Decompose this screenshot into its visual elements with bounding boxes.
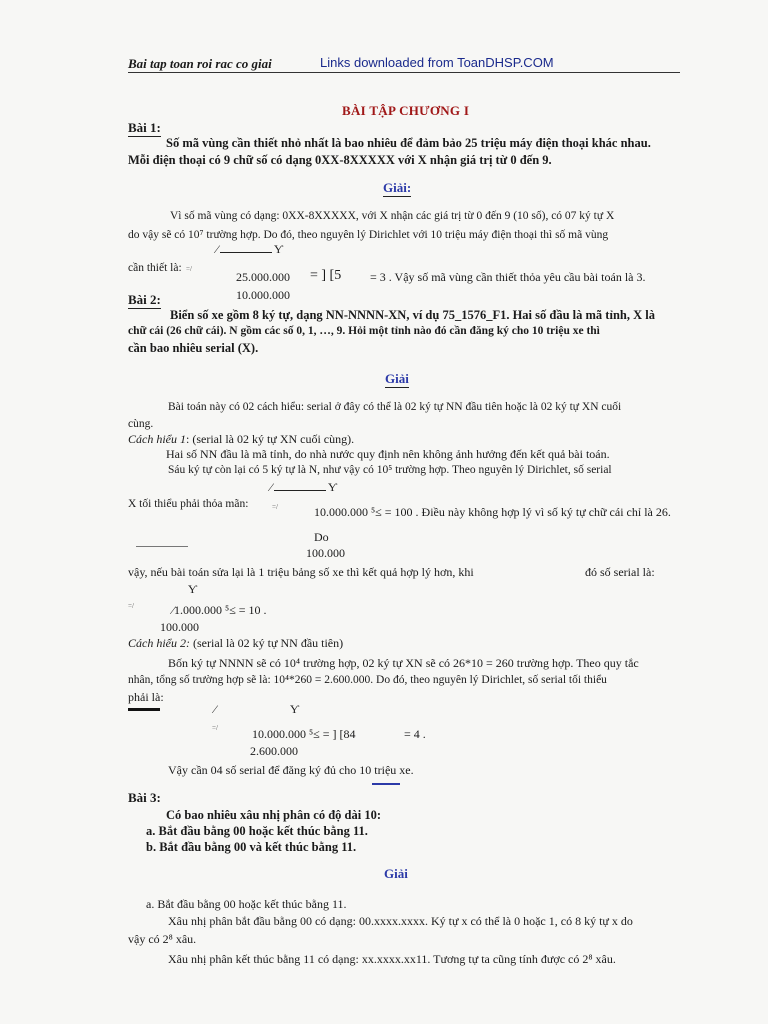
bai2-intro-1: Bài toán này có 02 cách hiểu: serial ở đây có thể là 02 ký tự NN đầu tiên hoặc là 02 ký tự XN cuối	[168, 401, 622, 413]
math-mark-4: =/	[212, 724, 218, 732]
math-mark-3: =/	[128, 602, 134, 610]
c2-den: 2.600.000	[250, 744, 298, 758]
bai1-sol-line-1: Vì số mã vùng có dạng: 0XX-8XXXXX, với X nhận các giá trị từ 0 đến 9 (10 số), có 07 ký tự X	[170, 210, 615, 222]
bai2-intro-2: cùng.	[128, 418, 154, 430]
bai3-label: Bài 3:	[128, 790, 161, 805]
bai3-question: Có bao nhiêu xâu nhị phân có độ dài 10:	[166, 808, 382, 822]
c1-math: 10.000.000 ⁵≤ = 100 . Điều này không hợp lý vì số ký tự chữ cái chỉ là 26.	[314, 505, 671, 519]
c2-math: 10.000.000 ⁵≤ = ] [84	[252, 727, 356, 741]
bai2-label: Bài 2:	[128, 292, 161, 307]
c2-math-r: = 4 .	[404, 727, 426, 741]
c1-rule	[136, 546, 188, 547]
bai3-question-a: a. Bắt đầu bằng 00 hoặc kết thúc bằng 11.	[146, 824, 368, 838]
page-title: BÀI TẬP CHƯƠNG I	[342, 103, 470, 118]
cach-hieu-1: Cách hiểu 1: (serial là 02 ký tự XN cuối cùng).	[128, 432, 355, 446]
c2-conclusion: Vậy cần 04 số serial để đăng ký đủ cho 10 triệu xe.	[168, 763, 414, 777]
bai3-giai-heading: Giải	[384, 866, 408, 881]
c1-math-2: ⁄1.000.000 ⁵≤ = 10 .	[172, 603, 267, 617]
cach-hieu-2: Cách hiểu 2: (serial là 02 ký tự NN đầu tiên)	[128, 636, 344, 650]
bai1-math-den: 10.000.000	[236, 288, 290, 302]
c2-ceiling-mark-r: Ƴ	[290, 702, 300, 716]
bai3-question-b: b. Bắt đầu bằng 00 và kết thúc bằng 11.	[146, 840, 357, 854]
c1-line-3: X tối thiểu phải thỏa mãn:	[128, 498, 249, 510]
bai1-sol-label: cần thiết là:	[128, 262, 182, 274]
c2-line-3: phải là:	[128, 690, 164, 704]
bai1-question-1: Số mã vùng cần thiết nhỏ nhất là bao nhiêu để đảm bảo 25 triệu máy điện thoại khác nhau.	[166, 136, 651, 150]
c1-line-1: Hai số NN đầu là mã tỉnh, do nhà nước quy định nên không ảnh hưởng đến kết quả bài toán.	[166, 447, 610, 461]
bai3-sol-a2: Xâu nhị phân kết thúc bằng 11 có dạng: xx.xxxx.xx11. Tương tự ta cũng tính được có 2⁸ xâu.	[168, 952, 616, 966]
bai2-question-1: Biển số xe gồm 8 ký tự, dạng NN-NNNN-XN, ví dụ 75_1576_F1. Hai số đầu là mã tỉnh, X là	[170, 308, 655, 322]
bai1-sol-result: = 3 . Vậy số mã vùng cần thiết thỏa yêu cầu bài toán là 3.	[370, 270, 646, 284]
c2-line-2: nhân, tổng số trường hợp sẽ là: 10⁴*260 = 2.600.000. Do đó, theo nguyên lý Dirichlet, số serial tối thiểu	[128, 674, 607, 686]
bai2-question-2: chữ cái (26 chữ cái). N gồm các số 0, 1, …, 9. Hỏi một tỉnh nào đó cần đăng ký cho 10 triệu xe thì	[128, 325, 600, 337]
header-divider	[128, 72, 680, 73]
bai3-sol-a1: Xâu nhị phân bắt đầu bằng 00 có dạng: 00.xxxx.xxxx. Ký tự x có thể là 0 hoặc 1, có 8 ký tự x do	[168, 914, 633, 928]
bai2-question-3: cần bao nhiêu serial (X).	[128, 341, 259, 355]
c1-do: Do	[314, 530, 329, 544]
c1-den: 100.000	[306, 546, 345, 560]
bai1-math-num: 25.000.000	[236, 270, 290, 284]
c1-line-2: Sáu ký tự còn lại có 5 ký tự là N, như vậy có 10⁵ trường hợp. Theo nguyên lý Dirichlet, số serial	[168, 464, 612, 476]
c1-ceiling-mark-2: Ƴ	[188, 582, 198, 596]
bai3-sol-a: a. Bắt đầu bằng 00 hoặc kết thúc bằng 11.	[146, 897, 347, 911]
c1-den-2: 100.000	[160, 620, 199, 634]
c2-rule	[128, 708, 160, 711]
bai1-question-2: Mỗi điện thoại có 9 chữ số có dạng 0XX-8XXXXX với X nhận giá trị từ 0 đến 9.	[128, 153, 552, 167]
math-mark-2: =/	[272, 503, 278, 511]
c1-ceiling-mark: ⁄ Ƴ	[270, 480, 338, 494]
header-link[interactable]: Links downloaded from ToanDHSP.COM	[320, 55, 554, 70]
bai1-sol-line-2: do vậy sẽ có 10⁷ trường hợp. Do đó, theo nguyên lý Dirichlet với 10 triệu máy điện thoại thì số mã vùng	[128, 229, 609, 241]
c2-line-1: Bốn ký tự NNNN sẽ có 10⁴ trường hợp, 02 ký tự XN sẽ có 26*10 = 260 trường hợp. Theo quy tắc	[168, 656, 639, 670]
ceiling-fraction-mark: ⁄ Ƴ	[216, 242, 284, 256]
bai1-label: Bài 1:	[128, 120, 161, 135]
header-title: Bai tap toan roi rac co giai	[128, 56, 272, 71]
bai1-giai-heading: Giải:	[383, 180, 412, 195]
bai3-sol-a1b: vậy có 2⁸ xâu.	[128, 932, 197, 946]
c1-line-4b: đó số serial là:	[585, 565, 655, 579]
bai2-giai-heading: Giải	[385, 371, 409, 386]
c2-ceiling-mark: ⁄	[214, 702, 217, 716]
c1-line-4: vậy, nếu bài toán sửa lại là 1 triệu bảng số xe thì kết quả hợp lý hơn, khi	[128, 565, 474, 579]
math-mark: =/	[186, 265, 192, 273]
section-divider	[372, 783, 400, 785]
bai1-math-bracket: = ] [5	[310, 268, 342, 283]
